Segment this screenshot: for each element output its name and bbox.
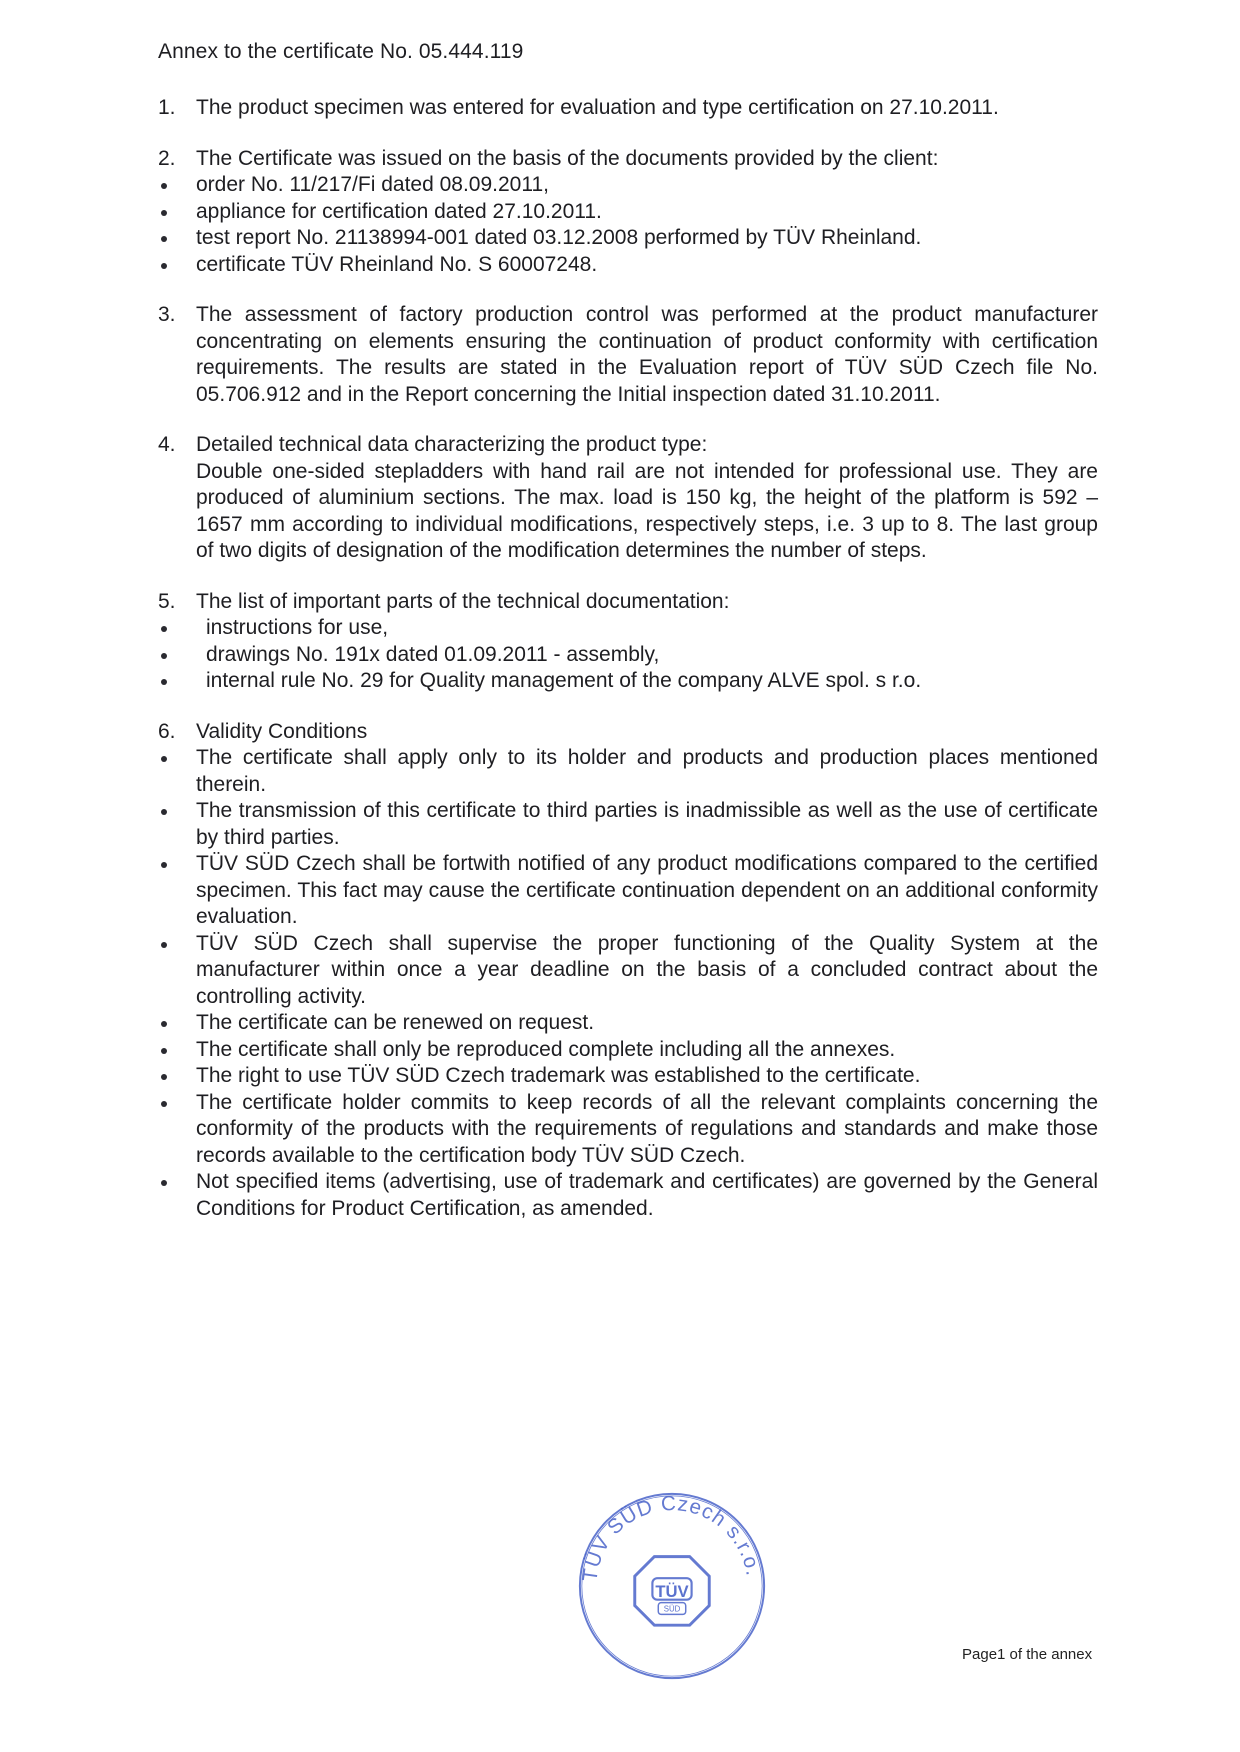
list-item: certificate TÜV Rheinland No. S 60007248.: [158, 252, 1098, 279]
section-5: [158, 589, 1098, 695]
stamp-logo-main: TÜV: [655, 1581, 689, 1601]
list-item: The certificate shall only be reproduced complete including all the annexes.: [158, 1037, 1098, 1064]
section-text: Detailed technical data characterizing the product type:: [196, 433, 708, 456]
bullet-icon: [158, 172, 196, 199]
section-number: 6.: [158, 719, 176, 743]
bullet-icon: [158, 851, 196, 931]
bullet-icon: [158, 1037, 196, 1064]
section-paragraph: Double one-sided stepladders with hand rail are not intended for professional use. They are produced of aluminium sections. The max. load is 150 kg, the height of the platform is 592 – 1657 mm according to individual modifications, respectively steps, i.e. 3 up to 8. The last group of two digits of designation of the modification determines the number of steps.: [196, 459, 1098, 562]
page-number-footer: Page1 of the annex: [962, 1646, 1093, 1663]
list-item: drawings No. 191x dated 01.09.2011 - assembly,: [158, 642, 1098, 669]
stamp-logo-sub: SÜD: [663, 1604, 681, 1614]
bullet-icon: [158, 1010, 196, 1037]
bullet-icon: [158, 615, 206, 642]
section-number: 3.: [158, 303, 176, 326]
svg-text:TÜV SÜD Czech s.r.o.: [578, 1492, 764, 1583]
bullet-icon: [158, 668, 206, 695]
bullet-icon: [158, 1169, 196, 1222]
page-title: Annex to the certificate No. 05.444.119: [158, 40, 524, 63]
section-1: [158, 95, 1098, 122]
section-number: 5.: [158, 589, 176, 613]
list-item: TÜV SÜD Czech shall be fortwith notified of any product modifications compared to the certified specimen. This fact may cause the certificate continuation dependent on an additional conformity evaluation.: [158, 851, 1098, 931]
bullet-icon: [158, 225, 196, 252]
tuv-sud-stamp-icon: [574, 1488, 770, 1684]
list-item: The certificate holder commits to keep records of all the relevant complaints concerning the conformity of the products with the requirements of regulations and standards and make those records available to the certification body TÜV SÜD Czech.: [158, 1090, 1098, 1170]
section-number: 4.: [158, 433, 176, 456]
bullet-icon: [158, 931, 196, 1011]
bullet-icon: [158, 1063, 196, 1090]
section-text: The Certificate was issued on the basis of the documents provided by the client:: [196, 146, 939, 170]
bullet-icon: [158, 199, 196, 226]
list-item: test report No. 21138994-001 dated 03.12.2008 performed by TÜV Rheinland.: [158, 225, 1098, 252]
section-text: The list of important parts of the technical documentation:: [196, 589, 730, 613]
stamp-ring-text: TÜV SÜD Czech s.r.o.: [578, 1491, 765, 1583]
bullet-list: [158, 615, 1098, 695]
section-number: 2.: [158, 146, 176, 170]
bullet-icon: [158, 642, 206, 669]
list-item: internal rule No. 29 for Quality management of the company ALVE spol. s r.o.: [158, 668, 1098, 695]
section-6: [158, 719, 1098, 1223]
document-body: [158, 95, 1098, 1246]
list-item: instructions for use,: [158, 615, 1098, 642]
list-item: order No. 11/217/Fi dated 08.09.2011,: [158, 172, 1098, 199]
list-item: The right to use TÜV SÜD Czech trademark was established to the certificate.: [158, 1063, 1098, 1090]
section-3: [158, 302, 1098, 408]
section-text: The product specimen was entered for evaluation and type certification on 27.10.2011.: [196, 96, 999, 119]
section-4: [158, 432, 1098, 565]
bullet-icon: [158, 1090, 196, 1170]
bullet-icon: [158, 745, 196, 798]
list-item: The certificate shall apply only to its holder and products and production places mentioned therein.: [158, 745, 1098, 798]
list-item: Not specified items (advertising, use of trademark and certificates) are governed by the General Conditions for Product Certification, as amended.: [158, 1169, 1098, 1222]
bullet-list: [158, 172, 1098, 278]
list-item: The transmission of this certificate to third parties is inadmissible as well as the use of certificate by third parties.: [158, 798, 1098, 851]
bullet-icon: [158, 798, 196, 851]
section-text: Validity Conditions: [196, 719, 368, 743]
section-2: [158, 146, 1098, 279]
bullet-list: [158, 745, 1098, 1222]
bullet-icon: [158, 252, 196, 279]
section-text: The assessment of factory production control was performed at the product manufacturer concentrating on elements ensuring the continuation of product conformity with certification requirements. The results are stated in the Evaluation report of TÜV SÜD Czech file No. 05.706.912 and in the Report concerning the Initial inspection dated 31.10.2011.: [196, 303, 1098, 406]
list-item: appliance for certification dated 27.10.2011.: [158, 199, 1098, 226]
list-item: The certificate can be renewed on request.: [158, 1010, 1098, 1037]
section-number: 1.: [158, 96, 176, 119]
list-item: TÜV SÜD Czech shall supervise the proper functioning of the Quality System at the manufacturer within once a year deadline on the basis of a concluded contract about the controlling activity.: [158, 931, 1098, 1011]
